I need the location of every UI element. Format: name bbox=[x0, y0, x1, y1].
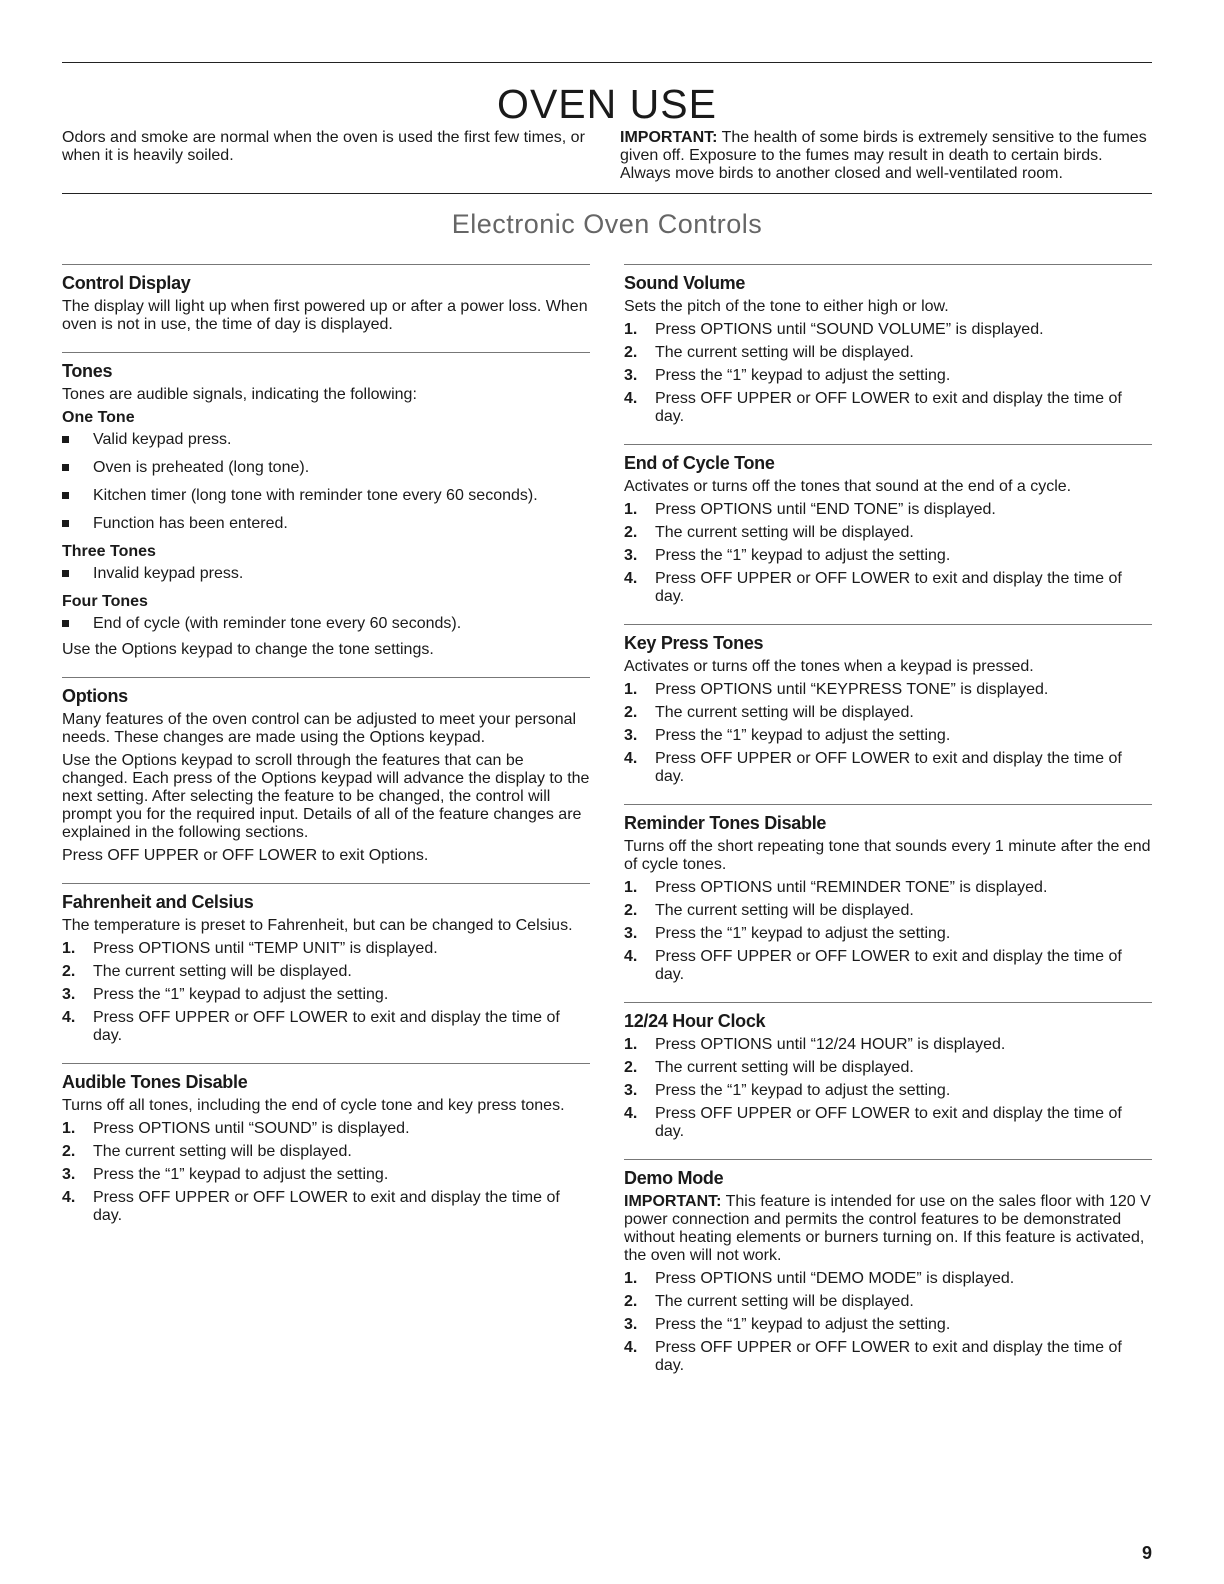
demo-body-text: This feature is intended for use on the sales floor with 120 V power connection and permits the control features to be demonstrated without heating elements or burners turning on. If this feature is activated, the oven will not work. bbox=[624, 1193, 1151, 1264]
step-item bbox=[624, 547, 1152, 565]
reminder-heading: Reminder Tones Disable bbox=[624, 813, 827, 833]
list-item bbox=[62, 487, 590, 505]
step-item bbox=[624, 1293, 1152, 1311]
columns bbox=[62, 264, 1152, 1393]
step-number: 1. bbox=[624, 681, 638, 698]
step-text: Press OFF UPPER or OFF LOWER to exit and display the time of day. bbox=[655, 1105, 1122, 1140]
step-item bbox=[624, 570, 1152, 606]
step-number: 3. bbox=[624, 727, 638, 744]
step-item bbox=[624, 704, 1152, 722]
step-number: 1. bbox=[624, 321, 638, 338]
fahrenheit-heading: Fahrenheit and Celsius bbox=[62, 892, 254, 912]
clock-section bbox=[624, 1002, 1152, 1141]
step-text: Press the “1” keypad to adjust the setting. bbox=[655, 367, 951, 384]
end-cycle-heading: End of Cycle Tone bbox=[624, 453, 775, 473]
step-text: The current setting will be displayed. bbox=[655, 344, 914, 361]
demo-body bbox=[624, 1193, 1152, 1265]
bullet-icon bbox=[62, 492, 69, 499]
step-item bbox=[624, 902, 1152, 920]
list-item-text: Function has been entered. bbox=[93, 515, 288, 532]
list-item-text: End of cycle (with reminder tone every 60 seconds). bbox=[93, 615, 462, 632]
step-item bbox=[624, 1316, 1152, 1334]
step-number: 3. bbox=[62, 986, 76, 1003]
sound-volume-section bbox=[624, 264, 1152, 426]
top-rule bbox=[62, 62, 1152, 63]
step-text: Press the “1” keypad to adjust the setting. bbox=[93, 1166, 389, 1183]
step-text: Press OFF UPPER or OFF LOWER to exit and display the time of day. bbox=[655, 570, 1122, 605]
step-text: Press OPTIONS until “12/24 HOUR” is displayed. bbox=[655, 1036, 1006, 1053]
step-text: Press OFF UPPER or OFF LOWER to exit and display the time of day. bbox=[655, 750, 1122, 785]
step-item bbox=[62, 963, 590, 981]
step-number: 1. bbox=[62, 1120, 76, 1137]
step-item bbox=[624, 948, 1152, 984]
step-item bbox=[624, 344, 1152, 362]
step-item bbox=[624, 501, 1152, 519]
step-text: Press OPTIONS until “END TONE” is displayed. bbox=[655, 501, 996, 518]
step-item bbox=[624, 1036, 1152, 1054]
key-press-heading: Key Press Tones bbox=[624, 633, 764, 653]
list-item-text: Valid keypad press. bbox=[93, 431, 232, 448]
fahrenheit-steps bbox=[62, 940, 590, 1045]
demo-important-label: IMPORTANT: bbox=[624, 1193, 722, 1210]
sound-volume-steps bbox=[624, 321, 1152, 426]
step-text: Press the “1” keypad to adjust the setting. bbox=[655, 547, 951, 564]
step-text: Press the “1” keypad to adjust the setting. bbox=[93, 986, 389, 1003]
step-number: 2. bbox=[624, 1059, 638, 1076]
step-text: Press the “1” keypad to adjust the setting. bbox=[655, 1316, 951, 1333]
options-section bbox=[62, 677, 590, 865]
step-text: The current setting will be displayed. bbox=[655, 704, 914, 721]
step-item bbox=[62, 986, 590, 1004]
options-p2: Use the Options keypad to scroll through the features that can be changed. Each press of the Options keypad will advance the display to the next setting. After selecting the feature to be changed, the control will prompt you for the required input. Details of all of the feature changes are explained in the following sections. bbox=[62, 752, 590, 841]
bullet-icon bbox=[62, 620, 69, 627]
options-p1: Many features of the oven control can be adjusted to meet your personal needs. These changes are made using the Options keypad. bbox=[62, 711, 577, 746]
step-number: 3. bbox=[624, 925, 638, 942]
reminder-section bbox=[624, 804, 1152, 984]
step-text: Press OPTIONS until “KEYPRESS TONE” is displayed. bbox=[655, 681, 1049, 698]
right-column bbox=[624, 264, 1152, 1393]
options-heading: Options bbox=[62, 686, 128, 706]
intro bbox=[62, 129, 1152, 183]
four-tones-list bbox=[62, 615, 590, 633]
reminder-body: Turns off the short repeating tone that sounds every 1 minute after the end of cycle tones. bbox=[624, 838, 1151, 873]
fahrenheit-section bbox=[62, 883, 590, 1045]
important-label: IMPORTANT: bbox=[620, 129, 718, 146]
left-column bbox=[62, 264, 590, 1393]
step-number: 4. bbox=[62, 1189, 76, 1206]
step-text: The current setting will be displayed. bbox=[93, 963, 352, 980]
key-press-steps bbox=[624, 681, 1152, 786]
step-number: 3. bbox=[624, 547, 638, 564]
section-title: Electronic Oven Controls bbox=[451, 209, 763, 239]
step-text: The current setting will be displayed. bbox=[655, 902, 914, 919]
step-text: Press OPTIONS until “DEMO MODE” is displayed. bbox=[655, 1270, 1015, 1287]
step-item bbox=[624, 1082, 1152, 1100]
page-number: 9 bbox=[1141, 1543, 1152, 1563]
three-tones-label: Three Tones bbox=[62, 543, 156, 560]
step-item bbox=[62, 1120, 590, 1138]
bullet-icon bbox=[62, 436, 69, 443]
step-number: 1. bbox=[624, 879, 638, 896]
step-number: 4. bbox=[624, 1339, 638, 1356]
intro-left: Odors and smoke are normal when the oven is used the first few times, or when it is heavily soiled. bbox=[62, 129, 585, 164]
list-item-text: Kitchen timer (long tone with reminder tone every 60 seconds). bbox=[93, 487, 538, 504]
sound-volume-heading: Sound Volume bbox=[624, 273, 746, 293]
end-cycle-steps bbox=[624, 501, 1152, 606]
demo-heading: Demo Mode bbox=[624, 1168, 724, 1188]
step-number: 4. bbox=[624, 570, 638, 587]
step-text: Press the “1” keypad to adjust the setting. bbox=[655, 925, 951, 942]
step-item bbox=[624, 1270, 1152, 1288]
step-item bbox=[624, 750, 1152, 786]
step-number: 2. bbox=[62, 1143, 76, 1160]
tones-footer: Use the Options keypad to change the tone settings. bbox=[62, 641, 434, 658]
audible-steps bbox=[62, 1120, 590, 1225]
step-item bbox=[62, 1189, 590, 1225]
step-text: Press OPTIONS until “TEMP UNIT” is displayed. bbox=[93, 940, 438, 957]
key-press-body: Activates or turns off the tones when a keypad is pressed. bbox=[624, 658, 1034, 675]
audible-body: Turns off all tones, including the end of cycle tone and key press tones. bbox=[62, 1097, 565, 1114]
step-item bbox=[624, 681, 1152, 699]
step-number: 2. bbox=[624, 902, 638, 919]
end-cycle-section bbox=[624, 444, 1152, 606]
end-cycle-body: Activates or turns off the tones that sound at the end of a cycle. bbox=[624, 478, 1072, 495]
step-text: Press OPTIONS until “REMINDER TONE” is displayed. bbox=[655, 879, 1048, 896]
step-number: 4. bbox=[624, 948, 638, 965]
bullet-icon bbox=[62, 520, 69, 527]
step-item bbox=[62, 1143, 590, 1161]
options-p3: Press OFF UPPER or OFF LOWER to exit Options. bbox=[62, 847, 429, 864]
key-press-section bbox=[624, 624, 1152, 786]
tones-intro: Tones are audible signals, indicating the following: bbox=[62, 386, 417, 403]
one-tone-list bbox=[62, 431, 590, 533]
step-number: 4. bbox=[624, 750, 638, 767]
step-item bbox=[624, 524, 1152, 542]
step-text: Press OFF UPPER or OFF LOWER to exit and display the time of day. bbox=[655, 948, 1122, 983]
step-number: 3. bbox=[624, 1082, 638, 1099]
step-number: 2. bbox=[624, 704, 638, 721]
important-text: The health of some birds is extremely sensitive to the fumes given off. Exposure to the fumes may result in death to certain birds. Always move birds to another closed and well-ventilated room. bbox=[620, 129, 1147, 182]
step-number: 4. bbox=[624, 390, 638, 407]
step-number: 1. bbox=[624, 1270, 638, 1287]
step-text: The current setting will be displayed. bbox=[655, 524, 914, 541]
step-number: 3. bbox=[62, 1166, 76, 1183]
bullet-icon bbox=[62, 570, 69, 577]
step-item bbox=[624, 1339, 1152, 1375]
step-text: Press the “1” keypad to adjust the setting. bbox=[655, 1082, 951, 1099]
step-text: The current setting will be displayed. bbox=[655, 1293, 914, 1310]
step-number: 3. bbox=[624, 1316, 638, 1333]
step-number: 4. bbox=[624, 1105, 638, 1122]
clock-steps bbox=[624, 1036, 1152, 1141]
step-number: 4. bbox=[62, 1009, 76, 1026]
step-number: 2. bbox=[62, 963, 76, 980]
step-text: Press OFF UPPER or OFF LOWER to exit and display the time of day. bbox=[93, 1189, 560, 1224]
tones-heading: Tones bbox=[62, 361, 113, 381]
step-number: 1. bbox=[624, 501, 638, 518]
step-item bbox=[62, 940, 590, 958]
bullet-icon bbox=[62, 464, 69, 471]
step-number: 2. bbox=[624, 344, 638, 361]
list-item bbox=[62, 459, 590, 477]
step-item bbox=[62, 1009, 590, 1045]
step-number: 2. bbox=[624, 524, 638, 541]
step-text: Press OPTIONS until “SOUND” is displayed. bbox=[93, 1120, 410, 1137]
reminder-steps bbox=[624, 879, 1152, 984]
intro-right bbox=[620, 129, 1152, 183]
sound-volume-body: Sets the pitch of the tone to either high or low. bbox=[624, 298, 949, 315]
list-item bbox=[62, 615, 590, 633]
step-item bbox=[624, 1059, 1152, 1077]
step-item bbox=[624, 1105, 1152, 1141]
one-tone-label: One Tone bbox=[62, 409, 135, 426]
demo-section bbox=[624, 1159, 1152, 1375]
step-number: 1. bbox=[62, 940, 76, 957]
step-item bbox=[624, 367, 1152, 385]
control-display-body: The display will light up when first powered up or after a power loss. When oven is not in use, the time of day is displayed. bbox=[62, 298, 588, 333]
page-title: OVEN USE bbox=[497, 81, 717, 127]
list-item-text: Invalid keypad press. bbox=[93, 565, 244, 582]
step-item bbox=[624, 321, 1152, 339]
demo-steps bbox=[624, 1270, 1152, 1375]
step-number: 3. bbox=[624, 367, 638, 384]
fahrenheit-body: The temperature is preset to Fahrenheit, but can be changed to Celsius. bbox=[62, 917, 573, 934]
list-item bbox=[62, 515, 590, 533]
step-text: Press OFF UPPER or OFF LOWER to exit and display the time of day. bbox=[93, 1009, 560, 1044]
control-display-heading: Control Display bbox=[62, 273, 191, 293]
step-text: Press OFF UPPER or OFF LOWER to exit and display the time of day. bbox=[655, 390, 1122, 425]
step-item bbox=[62, 1166, 590, 1184]
list-item bbox=[62, 431, 590, 449]
control-display-section bbox=[62, 264, 590, 334]
tones-section bbox=[62, 352, 590, 659]
step-text: The current setting will be displayed. bbox=[655, 1059, 914, 1076]
step-item bbox=[624, 879, 1152, 897]
clock-heading: 12/24 Hour Clock bbox=[624, 1011, 766, 1031]
list-item bbox=[62, 565, 590, 583]
intro-rule bbox=[62, 193, 1152, 194]
list-item-text: Oven is preheated (long tone). bbox=[93, 459, 310, 476]
step-text: Press OFF UPPER or OFF LOWER to exit and display the time of day. bbox=[655, 1339, 1122, 1374]
four-tones-label: Four Tones bbox=[62, 593, 148, 610]
step-number: 2. bbox=[624, 1293, 638, 1310]
step-item bbox=[624, 390, 1152, 426]
step-item bbox=[624, 727, 1152, 745]
audible-section bbox=[62, 1063, 590, 1225]
three-tones-list bbox=[62, 565, 590, 583]
page bbox=[62, 62, 1152, 1393]
step-text: Press the “1” keypad to adjust the setting. bbox=[655, 727, 951, 744]
audible-heading: Audible Tones Disable bbox=[62, 1072, 248, 1092]
step-text: The current setting will be displayed. bbox=[93, 1143, 352, 1160]
step-text: Press OPTIONS until “SOUND VOLUME” is displayed. bbox=[655, 321, 1044, 338]
step-item bbox=[624, 925, 1152, 943]
step-number: 1. bbox=[624, 1036, 638, 1053]
